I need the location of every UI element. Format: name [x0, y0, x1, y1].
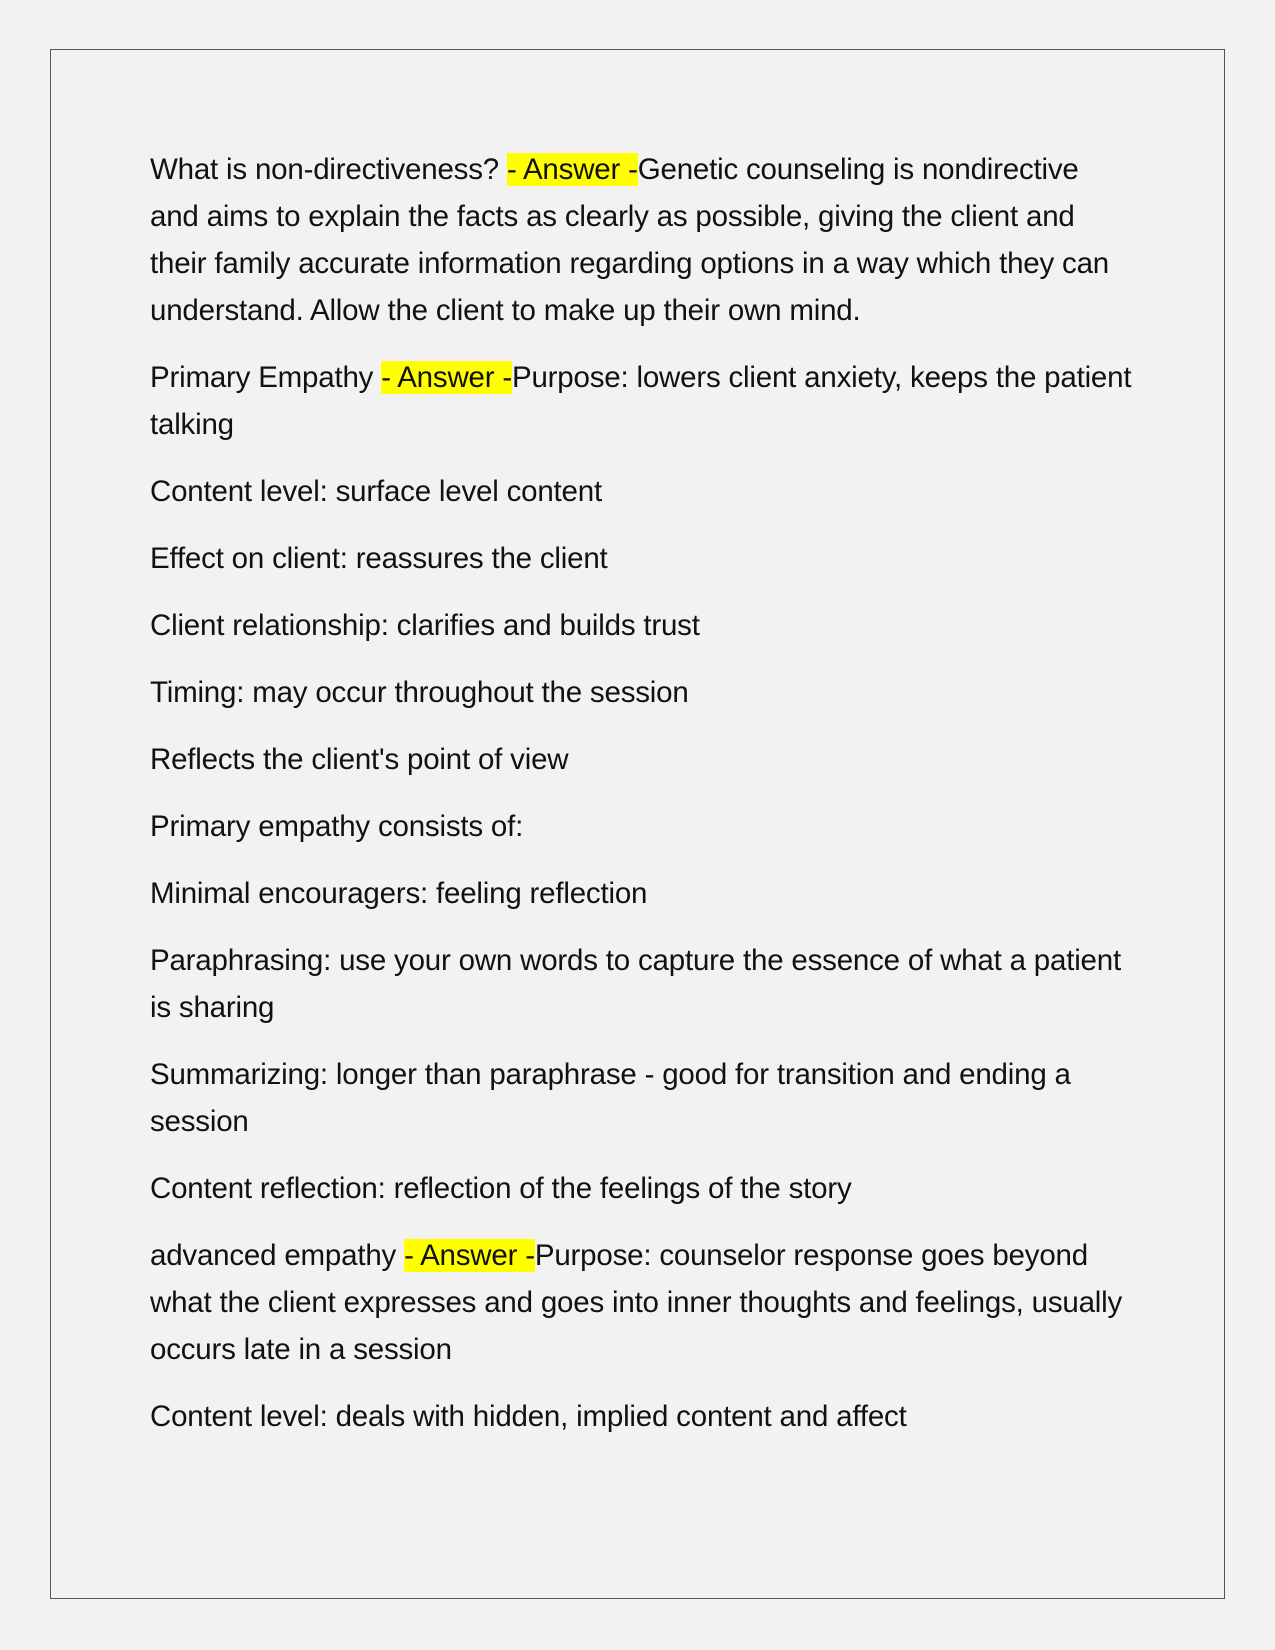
text-paragraph: Timing: may occur throughout the session	[150, 676, 689, 709]
text-paragraph: Content level: surface level content	[150, 475, 602, 508]
text-paragraph: Content reflection: reflection of the feelings of the story	[150, 1172, 852, 1205]
answer-text: Genetic counseling is nondirective and aims to explain the facts as clearly as possible, giving the client and their family accurate information regarding options in a way which they can understand. Allow the client to make up their own mind.	[150, 153, 1109, 327]
text-paragraph: Reflects the client's point of view	[150, 743, 569, 776]
answer-text: Purpose: lowers client anxiety, keeps the patient talking	[150, 361, 1132, 441]
text-paragraph: Minimal encouragers: feeling reflection	[150, 877, 648, 910]
text-paragraph: Summarizing: longer than paraphrase - good for transition and ending a session	[150, 1058, 1071, 1138]
text-paragraph: Primary empathy consists of:	[150, 810, 524, 843]
qa-paragraph-non-directiveness	[150, 146, 1135, 334]
text-paragraph: Paraphrasing: use your own words to capture the essence of what a patient is sharing	[150, 944, 1121, 1024]
question-text: advanced empathy	[150, 1239, 405, 1272]
text-paragraph: Content level: deals with hidden, implied content and affect	[150, 1400, 907, 1433]
qa-paragraph-primary-empathy	[150, 354, 1135, 448]
answer-highlight: - Answer -	[381, 361, 512, 394]
answer-highlight: - Answer -	[404, 1239, 535, 1272]
qa-paragraph-advanced-empathy	[150, 1232, 1135, 1373]
answer-highlight: - Answer -	[506, 153, 638, 186]
question-text: Primary Empathy	[150, 361, 382, 394]
document-body	[150, 146, 1135, 1460]
answer-text: Purpose: counselor response goes beyond what the client expresses and goes into inner thoughts and feelings, usually occurs late in a session	[150, 1239, 1123, 1366]
text-paragraph: Effect on client: reassures the client	[150, 542, 608, 575]
question-text: What is non-directiveness?	[150, 153, 507, 186]
text-paragraph: Client relationship: clarifies and builds trust	[150, 609, 700, 642]
